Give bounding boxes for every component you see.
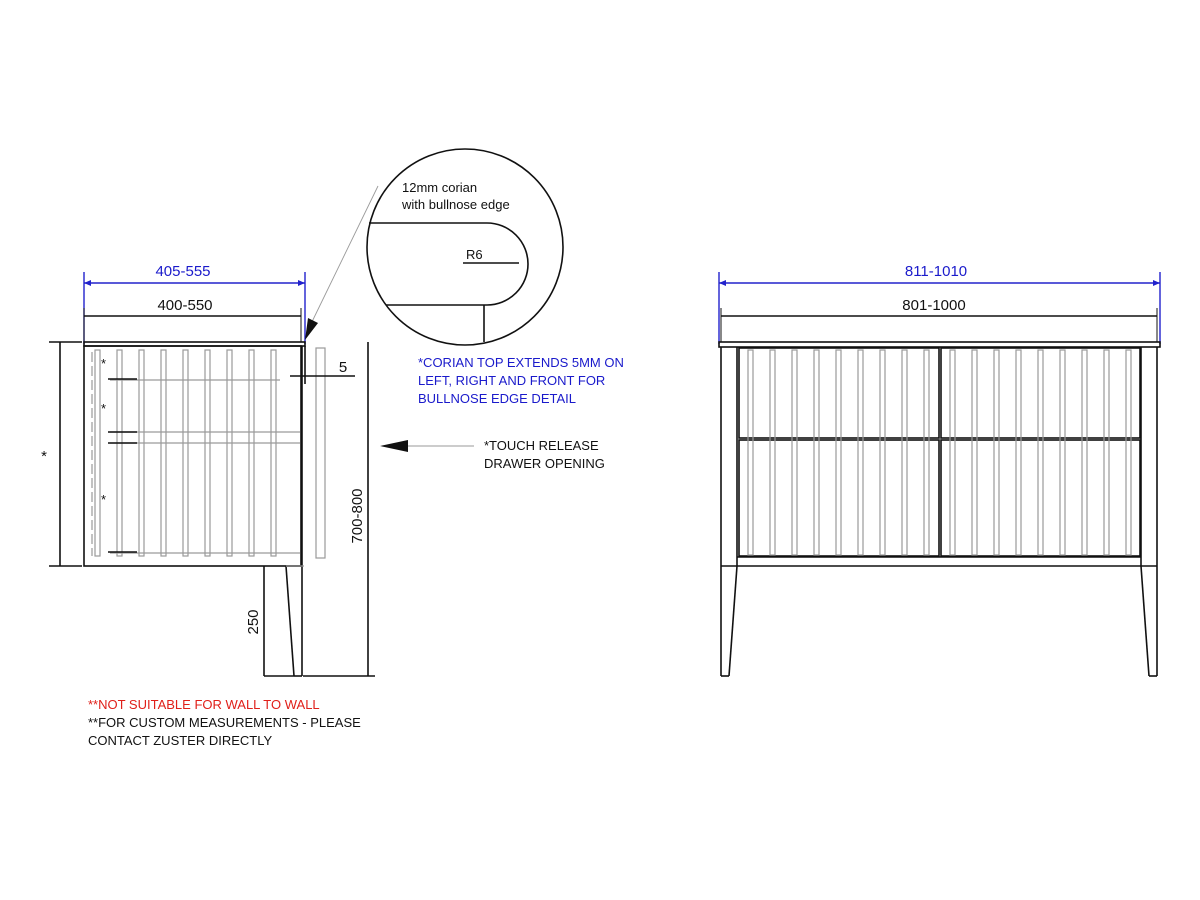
front-corian-top [719,342,1160,347]
detail-caption-line2: with bullnose edge [402,197,510,212]
side-total-height-label: 700-800 [349,488,366,544]
corian-note-line2: LEFT, RIGHT AND FRONT FOR [418,373,606,388]
side-drawer-marker-3: * [101,492,107,507]
side-view [41,263,474,676]
side-leg-height-dimension [245,609,294,676]
side-leg-height-label: 250 [245,609,262,635]
detail-caption-line1: 12mm corian [402,180,478,195]
front-drawer-bottom-left [739,440,939,556]
front-inner-width-label: 801-1000 [902,297,966,314]
corian-note-line3: BULLNOSE EDGE DETAIL [418,391,576,406]
bullnose-detail [305,149,563,345]
side-inner-width-label: 400-550 [157,297,213,314]
side-total-height-dimension [303,342,375,676]
side-drawer-height-label: * [41,448,47,465]
side-outer-width-label: 405-555 [155,263,211,280]
front-outer-width-label: 811-1010 [904,263,968,280]
side-overhang-dimension [290,346,355,384]
touch-release-arrow [380,440,474,452]
front-view [719,263,1160,676]
side-drawer-height-dimension [41,342,82,566]
footnote-custom-line1: **FOR CUSTOM MEASUREMENTS - PLEASE [88,715,361,730]
footnote-wall-warning: **NOT SUITABLE FOR WALL TO WALL [88,697,320,712]
touch-note-line2: DRAWER OPENING [484,456,605,471]
corian-note-line1: *CORIAN TOP EXTENDS 5MM ON [418,355,624,370]
touch-note-line1: *TOUCH RELEASE [484,438,599,453]
front-drawer-top-right [941,348,1140,438]
corian-top-note [418,355,624,406]
footnote-custom-line2: CONTACT ZUSTER DIRECTLY [88,733,273,748]
touch-release-note [484,438,605,471]
side-inner-width-dimension [84,297,301,342]
side-drawer-marker-1: * [101,356,107,371]
footnotes [88,697,361,748]
side-slats [92,350,300,556]
detail-radius-label: R6 [466,247,483,262]
front-drawers [739,348,1140,556]
side-drawer-marker-2: * [101,401,107,416]
front-drawer-top-left [739,348,939,438]
side-overhang-label: 5 [338,359,348,376]
front-inner-width-dimension [721,297,1157,342]
front-drawer-bottom-right [941,440,1140,556]
side-legs [264,346,302,676]
